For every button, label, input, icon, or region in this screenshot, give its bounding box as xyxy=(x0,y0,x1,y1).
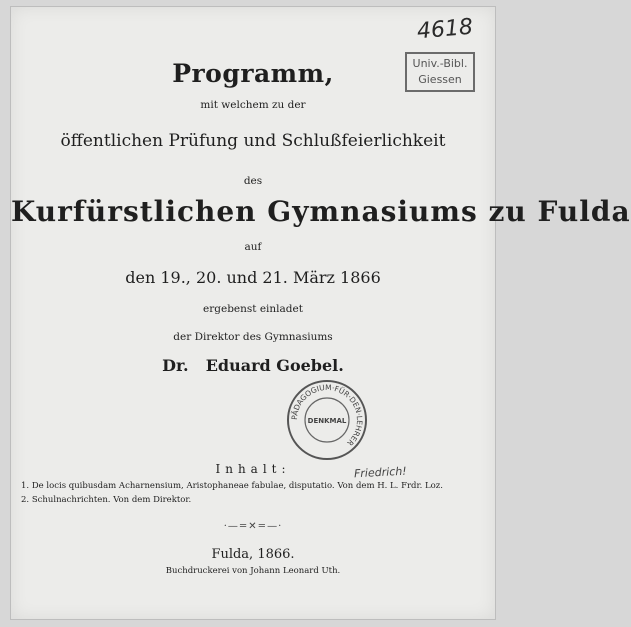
library-stamp-line1: Univ.-Bibl. xyxy=(412,57,468,70)
ornament-divider: ·—=✕=—· xyxy=(223,521,283,532)
auf-line: auf xyxy=(244,241,262,253)
contents-item-number: 1. xyxy=(21,481,30,491)
contents-item-text: Schulnachrichten. Von dem Direktor. xyxy=(31,495,192,505)
round-seal-stamp xyxy=(286,379,368,461)
handwritten-annotation: Friedrich! xyxy=(353,464,407,481)
contents-item-number: 2. xyxy=(21,495,30,505)
des-line: des xyxy=(243,175,263,187)
seal-ring-text: PÄDAGOGIUM·FÜR·DEN·LEHRER xyxy=(289,382,365,448)
contents-title: Inhalt: xyxy=(215,462,291,476)
handwritten-shelf-number: 4618 xyxy=(416,14,474,45)
library-stamp-line2: Giessen xyxy=(418,73,462,86)
program-title: Programm, xyxy=(172,59,334,88)
contents-list xyxy=(21,479,471,507)
printer-line: Buchdruckerei von Johann Leonard Uth. xyxy=(165,566,341,576)
contents-item xyxy=(21,493,471,507)
place-year: Fulda, 1866. xyxy=(211,547,295,562)
intro-line: mit welchem zu der xyxy=(200,99,306,111)
contents-item-text: De locis quibusdam Acharnensium, Aristophaneae fabulae, disputatio. Von dem H. L. Frdr. Loz. xyxy=(31,481,443,491)
director-role-line: der Direktor des Gymnasiums xyxy=(173,331,333,343)
seal-center-text: DENKMAL xyxy=(307,417,347,425)
school-name: Kurfürstlichen Gymnasiums zu Fulda xyxy=(11,195,631,228)
exam-line: öffentlichen Prüfung und Schlußfeierlichkeit xyxy=(60,131,446,151)
date-line: den 19., 20. und 21. März 1866 xyxy=(125,268,381,287)
invite-line: ergebenst einladet xyxy=(203,303,303,315)
contents-item xyxy=(21,479,471,493)
director-name: Eduard Goebel. xyxy=(205,356,344,375)
director-line xyxy=(11,356,495,375)
director-prefix: Dr. xyxy=(162,356,189,375)
title-page xyxy=(10,6,631,620)
